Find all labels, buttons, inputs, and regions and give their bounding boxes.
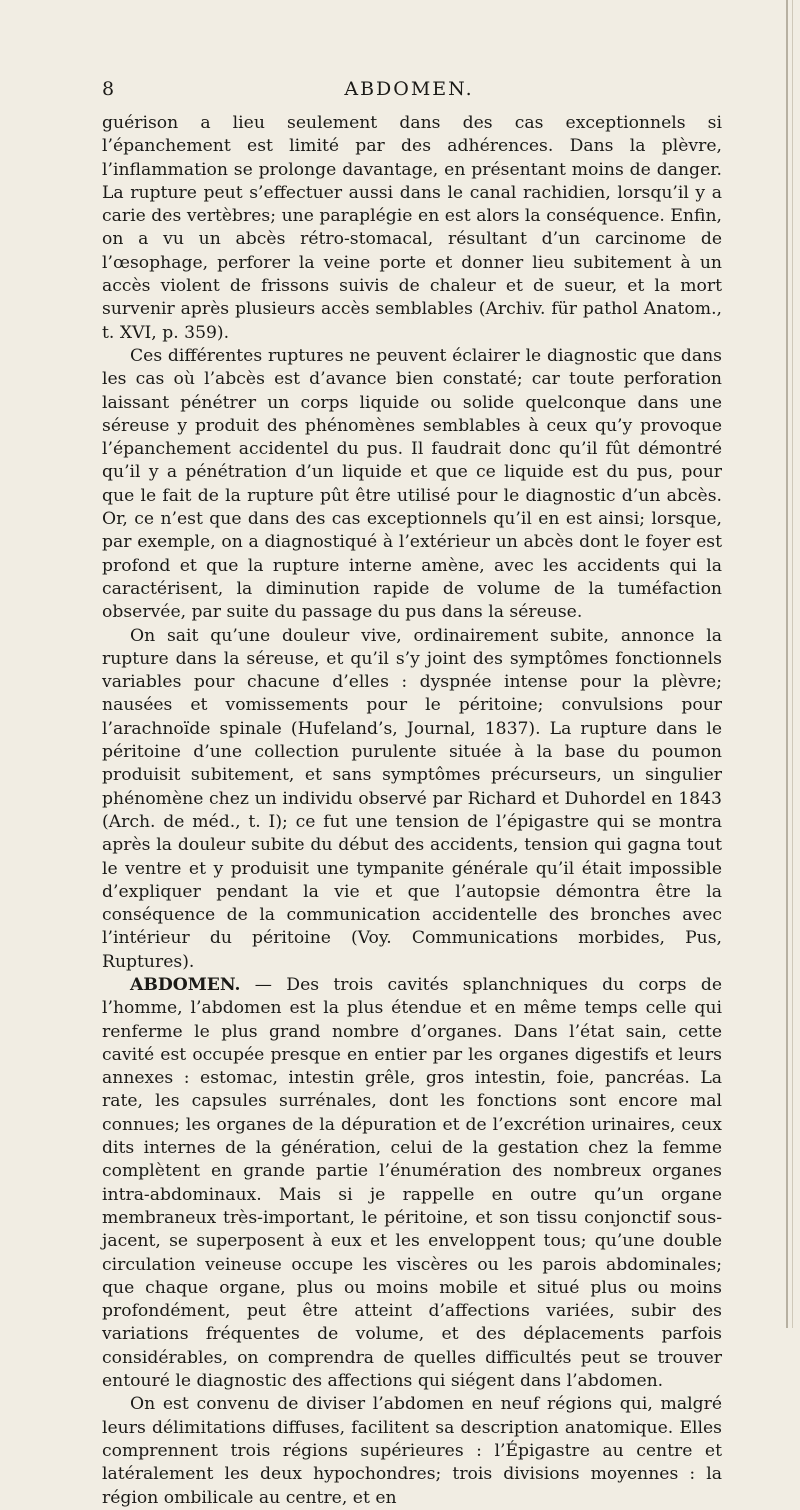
entry-headword: ABDOMEN. [130, 974, 241, 995]
body-text [102, 112, 722, 1510]
page-number: 8 [102, 78, 115, 100]
paragraph-2: Ces différentes ruptures ne peuvent éclairer le diagnostic que dans les cas où l’abcès est d’avance bien constaté; car toute perforation laissant pénétrer un corps liquide ou solide quelconque dans une séreuse y produit des phénomènes semblables à ceux qu’y provoque l’épanchement accidentel du pus. Il faudrait donc qu’il fût démontré qu’il y a pénétration d’un liquide et que ce liquide est du pus, pour que le fait de la rupture pût être utilisé pour le diagnostic d’un abcès. Or, ce n’est que dans des cas exceptionnels qu’il en est ainsi; lorsque, par exemple, on a diagnostiqué à l’extérieur un abcès dont le foyer est profond et que la rupture interne amène, avec les accidents qui la caractérisent, la diminution rapide de volume de la tuméfaction observée, par suite du passage du pus dans la séreuse. [102, 345, 722, 623]
binding-edge [786, 0, 788, 1328]
paragraph-3: On sait qu’une douleur vive, ordinairement subite, annonce la rupture dans la séreuse, et qu’il s’y joint des symptômes fonctionnels variables pour chacune d’elles : dyspnée intense pour la plèvre; nausées et vomissements pour le péritoine; convulsions pour l’arachnoïde spinale (Hufeland’s, Journal, 1837). La rupture dans le péritoine d’une collection purulente située à la base du poumon produisit subitement, et sans symptômes précurseurs, un singulier phénomène chez un individu observé par Richard et Duhordel en 1843 (Arch. de méd., t. I); ce fut une tension de l’épigastre qui se montra après la douleur subite du début des accidents, tension qui gagna tout le ventre et y produisit une tympanite générale qu’il était impossible d’expliquer pendant la vie et que l’autopsie démontra être la conséquence de la communication accidentelle des bronches avec l’intérieur du péritoine (Voy. Communications morbides, Pus, Ruptures). [102, 625, 722, 972]
running-title: ABDOMEN. [344, 78, 474, 100]
entry-text: — Des trois cavités splanchniques du corps de l’homme, l’abdomen est la plus étendue et en même temps celle qui renferme le plus grand nombre d’organes. Dans l’état sain, cette cavité est occupée presque en entier par les organes digestifs et leurs annexes : estomac, intestin grêle, gros intestin, foie, pancréas. La rate, les capsules surrénales, dont les fonctions sont encore mal connues; les organes de la dépuration et de l’excrétion urinaires, ceux dits internes de la génération, celui de la gestation chez la femme complètent en grande partie l’énumération des nombreux organes intra-abdominaux. Mais si je rappelle en outre qu’un organe membraneux très-important, le péritoine, et son tissu conjonctif sous-jacent, se superposent à eux et les enveloppent tous; qu’une double circulation veineuse occupe les viscères ou les parois abdominales; que chaque organe, plus ou moins mobile et situé plus ou moins profondément, peut être atteint d’affections variées, subir des variations fréquentes de volume, et des déplacements parfois considérables, on comprendra de quelles difficultés peut se trouver entouré le diagnostic des affections qui siégent dans l’abdomen. [102, 974, 722, 1392]
binding-edge-shadow [792, 0, 793, 1328]
paragraph-1: guérison a lieu seulement dans des cas exceptionnels si l’épanchement est limité par des adhérences. Dans la plèvre, l’inflammation se prolonge davantage, en présentant moins de danger. La rupture peut s’effectuer aussi dans le canal rachidien, lorsqu’il y a carie des vertèbres; une paraplégie en est alors la conséquence. Enfin, on a vu un abcès rétro-stomacal, résultant d’un carcinome de l’œsophage, perforer la veine porte et donner lieu subitement à un accès violent de frissons suivis de chaleur et de sueur, et la mort survenir après plusieurs accès semblables (Archiv. für pathol Anatom., t. XVI, p. 359). [102, 113, 722, 343]
page-header [102, 78, 716, 104]
paragraph-5: On est convenu de diviser l’abdomen en neuf régions qui, malgré leurs délimitations diffuses, facilitent sa description anatomique. Elles comprennent trois régions supérieures : l’Épigastre au centre et latéralement les deux hypochondres; trois divisions moyennes : la région ombilicale au centre, et en [102, 1394, 722, 1508]
paragraph-4 [102, 974, 722, 1393]
